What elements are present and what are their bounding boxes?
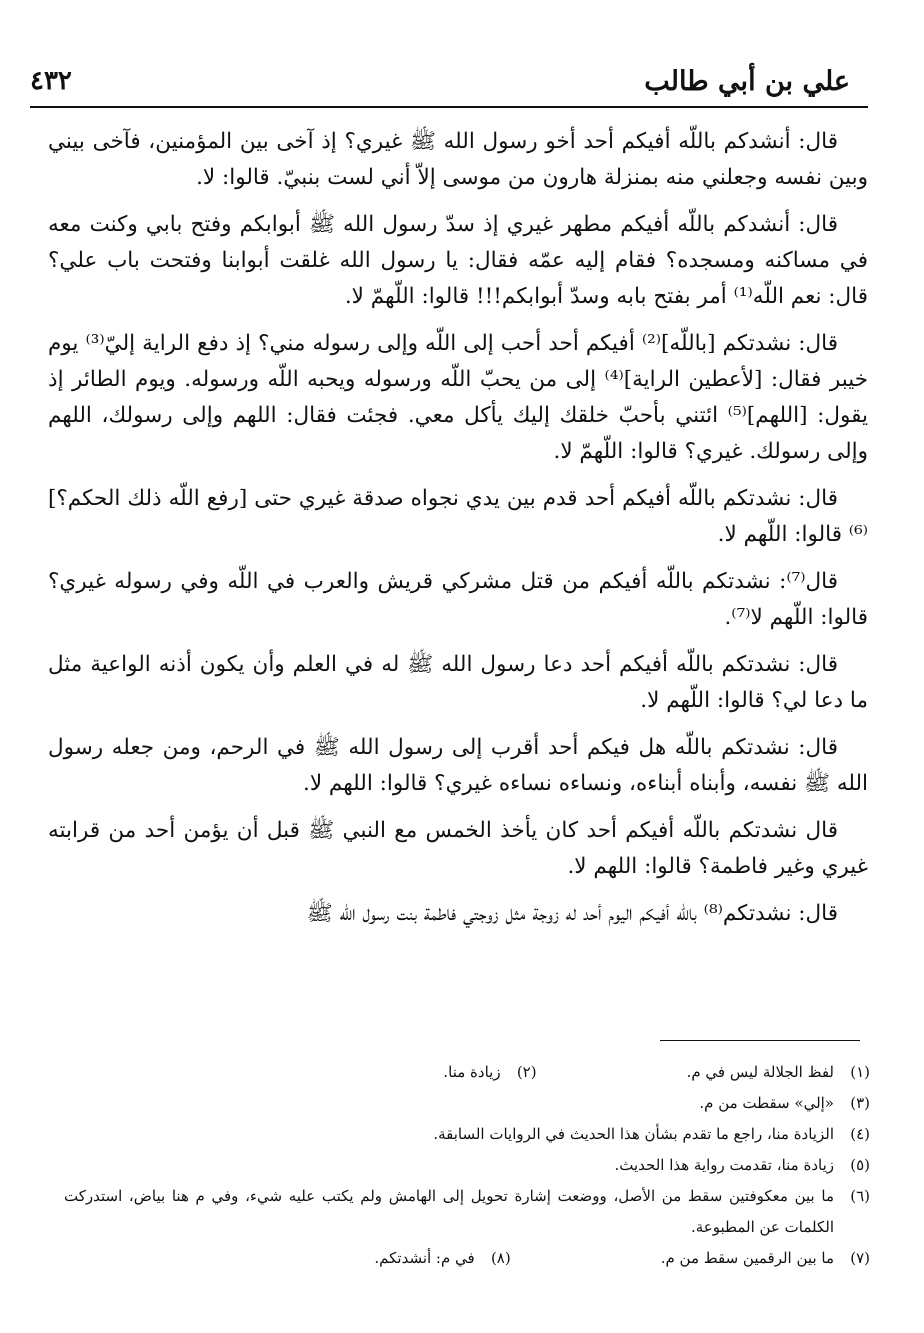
main-text xyxy=(48,124,868,943)
footnote-text: ما بين الرقمين سقط من م. xyxy=(660,1249,834,1267)
footnote-number: (٨) xyxy=(490,1249,511,1267)
footnote-number: (١) xyxy=(850,1063,870,1081)
footnote-text: زيادة منا، تقدمت رواية هذا الحديث. xyxy=(614,1156,834,1174)
footnote-number: (٣) xyxy=(850,1094,870,1112)
paragraph: قال: نشدتكم باللّه هل فيكم أحد أقرب إلى رسول الله ﷺ في الرحم، ومن جعله رسول الله ﷺ نفسه، وأبناه أبناءه، ونساءه نساءه غيري؟ قالوا: اللهم لا. xyxy=(48,735,868,796)
header-rule xyxy=(30,106,868,108)
footnote-text: الزيادة منا، راجع ما تقدم بشأن هذا الحديث في الروايات السابقة. xyxy=(433,1125,834,1143)
footnote-row xyxy=(60,1243,870,1274)
footnote-separator xyxy=(660,1040,860,1041)
footnote-text: في م: أنشدتكم. xyxy=(374,1249,475,1267)
footnote-row xyxy=(60,1181,870,1243)
paragraph: قال: أنشدكم باللّه أفيكم أحد أخو رسول الله ﷺ غيري؟ إذ آخى بين المؤمنين، فآخى بيني وبين نفسه وجعلني منه بمنزلة هارون من موسى إلاّ أني لست بنبيّ. قالوا: لا. xyxy=(48,129,868,190)
footnote-row xyxy=(60,1150,870,1181)
footnote-text: لفظ الجلالة ليس في م. xyxy=(686,1063,834,1081)
footnote-text: «إلي» سقطت من م. xyxy=(699,1094,834,1112)
footnote-row xyxy=(60,1057,870,1088)
running-title: علي بن أبي طالب xyxy=(644,66,850,97)
paragraph: قال نشدتكم باللّه أفيكم أحد كان يأخذ الخمس مع النبي ﷺ قبل أن يؤمن أحد من قرابته غيري وغير فاطمة؟ قالوا: اللهم لا. xyxy=(48,818,868,879)
paragraph: قال: أنشدكم باللّه أفيكم مطهر غيري إذ سدّ رسول الله ﷺ أبوابكم وفتح بابي وكنت معه في مساكنه ومسجده؟ فقام إليه عمّه فقال: يا رسول الله غلقت أبوابنا وفتحت باب علي؟ قال: نعم اللّه⁽¹⁾ أمر بفتح بابه وسدّ أبوابكم!!! قالوا: اللّهمّ لا. xyxy=(48,212,868,309)
footnote-number: (٦) xyxy=(850,1187,870,1205)
footnote-row xyxy=(60,1088,870,1119)
paragraph: قال: نشدتكم باللّه أفيكم أحد قدم بين يدي نجواه صدقة غيري حتى [رفع اللّه ذلك الحكم؟]⁽⁶⁾ قالوا: اللّهم لا. xyxy=(48,486,868,547)
paragraph: قال: نشدتكم⁽⁸⁾ باللّه أفيكم اليوم أحد له زوجة مثل زوجتي فاطمة بنت رسول الله ﷺ xyxy=(306,901,838,926)
footnotes xyxy=(60,1057,870,1274)
footnote-text: ما بين معكوفتين سقط من الأصل، ووضعت إشارة تحويل إلى الهامش ولم يكتب عليه شيء، وفي م هنا بياض، استدركت الكلمات عن المطبوعة. xyxy=(64,1187,834,1236)
footnote-text: زيادة منا. xyxy=(443,1063,501,1081)
footnote-row xyxy=(60,1119,870,1150)
page-header xyxy=(30,58,850,104)
footnote-number: (٥) xyxy=(850,1156,870,1174)
page-number: ٤٣٢ xyxy=(30,66,72,96)
footnote-number: (٤) xyxy=(850,1125,870,1143)
paragraph: قال: نشدتكم باللّه أفيكم أحد دعا رسول الله ﷺ له في العلم وأن يكون أذنه الواعية مثل ما دعا لي؟ قالوا: اللّهم لا. xyxy=(48,652,868,713)
footnote-number: (٢) xyxy=(516,1063,537,1081)
paragraph: قال: نشدتكم [باللّه]⁽²⁾ أفيكم أحد أحب إلى اللّه وإلى رسوله مني؟ إذ دفع الراية إليّ⁽³⁾ يوم خيبر فقال: [لأعطين الراية]⁽⁴⁾ إلى من يحبّ اللّه ورسوله ويحبه اللّه ورسوله. ويوم الطائر إذ يقول: [اللهم]⁽⁵⁾ ائتني بأحبّ خلقك إليك يأكل معي. فجئت فقال: اللهم وإلى رسولك، اللهم وإلى رسولك. غيري؟ قالوا: اللّهمّ لا. xyxy=(48,331,868,464)
footnote-number: (٧) xyxy=(850,1249,870,1267)
paragraph: قال⁽⁷⁾: نشدتكم باللّه أفيكم من قتل مشركي قريش والعرب في اللّه وفي رسوله غيري؟ قالوا: اللّهم لا⁽⁷⁾. xyxy=(48,569,868,630)
